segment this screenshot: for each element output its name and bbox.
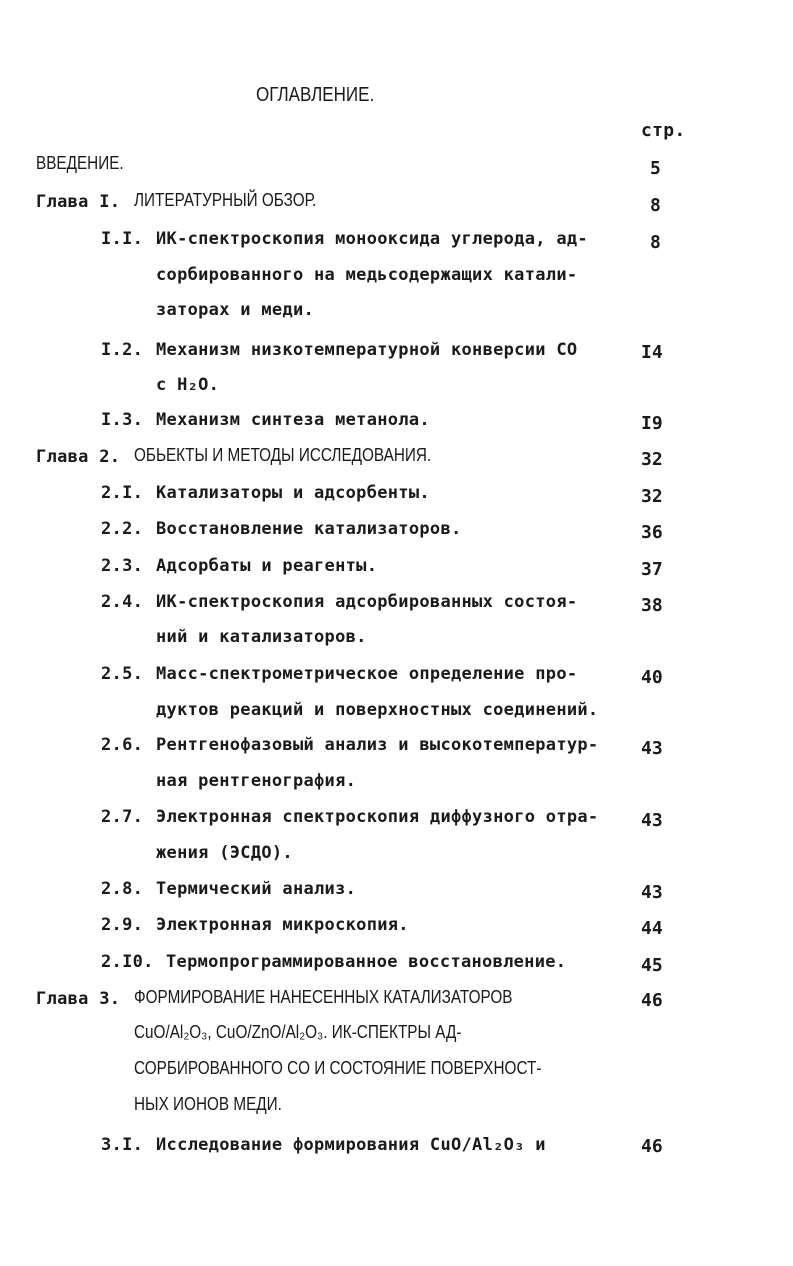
toc-page-number: 37 bbox=[641, 559, 663, 580]
section-number: 2.5. bbox=[101, 664, 144, 684]
section-title-line: ИК-спектроскопия монооксида углерода, ад- bbox=[156, 229, 588, 249]
chapter-number: Глава 2. bbox=[36, 447, 121, 467]
section-title: Восстановление катализаторов. bbox=[156, 519, 462, 539]
section-title-line: Масс-спектрометрическое определение про- bbox=[156, 664, 578, 684]
toc-page-number: 36 bbox=[641, 522, 663, 543]
section-title: Механизм синтеза метанола. bbox=[156, 410, 430, 430]
section-title: Исследование формирования CuO/Al₂O₃ и bbox=[156, 1135, 546, 1155]
section-title-line: ИК-спектроскопия адсорбированных состоя- bbox=[156, 592, 578, 612]
chapter-title-line: ФОРМИРОВАНИЕ НАНЕСЕННЫХ КАТАЛИЗАТОРОВ bbox=[134, 987, 513, 1007]
toc-page-number: 32 bbox=[641, 486, 663, 507]
section-number: I.2. bbox=[101, 340, 144, 360]
pages-column-header: стр. bbox=[641, 120, 686, 141]
section-number: 2.3. bbox=[101, 556, 144, 576]
toc-page-number: 40 bbox=[641, 667, 663, 688]
toc-title: ОГЛАВЛЕНИЕ. bbox=[256, 84, 375, 106]
section-title-line: ная рентгенография. bbox=[156, 771, 357, 791]
section-number: 2.8. bbox=[101, 879, 144, 899]
section-number: 3.I. bbox=[101, 1135, 144, 1155]
section-title: Термический анализ. bbox=[156, 879, 357, 899]
chapter-title: ЛИТЕРАТУРНЫЙ ОБЗОР. bbox=[134, 190, 317, 210]
toc-page-number: 45 bbox=[641, 955, 663, 976]
section-number: 2.4. bbox=[101, 592, 144, 612]
section-number: 2.I. bbox=[101, 483, 144, 503]
chapter-number: Глава I. bbox=[36, 192, 121, 212]
toc-page-number: I9 bbox=[641, 413, 663, 434]
toc-page-number: 32 bbox=[641, 449, 663, 470]
section-title-line: дуктов реакций и поверхностных соединений. bbox=[156, 700, 599, 720]
section-number: I.3. bbox=[101, 410, 144, 430]
section-title: Термопрограммированное восстановление. bbox=[166, 952, 567, 972]
section-title-line: заторах и меди. bbox=[156, 300, 315, 320]
section-number: 2.6. bbox=[101, 735, 144, 755]
section-title-line: ний и катализаторов. bbox=[156, 627, 367, 647]
chapter-title-line: НЫХ ИОНОВ МЕДИ. bbox=[134, 1094, 282, 1114]
section-number: I.I. bbox=[101, 229, 144, 249]
toc-page-number: 43 bbox=[641, 810, 663, 831]
section-number: 2.2. bbox=[101, 519, 144, 539]
chapter-title: ОБЬЕКТЫ И МЕТОДЫ ИССЛЕДОВАНИЯ. bbox=[134, 445, 432, 465]
toc-page-number: 5 bbox=[650, 158, 661, 179]
toc-page-number: 43 bbox=[641, 882, 663, 903]
chapter-number: Глава 3. bbox=[36, 989, 121, 1009]
section-number: 2.9. bbox=[101, 915, 144, 935]
section-title-line: с H₂O. bbox=[156, 375, 220, 395]
section-title-line: Механизм низкотемпературной конверсии CO bbox=[156, 340, 578, 360]
chapter-title-line: СОРБИРОВАННОГО CO И СОСТОЯНИЕ ПОВЕРХНОСТ- bbox=[134, 1058, 542, 1078]
toc-page-number: 44 bbox=[641, 918, 663, 939]
section-title-line: Электронная спектроскопия диффузного отра- bbox=[156, 807, 599, 827]
section-number: 2.7. bbox=[101, 807, 144, 827]
chapter-title-line: CuO/Al₂O₃, CuO/ZnO/Al₂O₃. ИК-СПЕКТРЫ АД- bbox=[134, 1022, 462, 1042]
toc-page-number: I4 bbox=[641, 342, 663, 363]
section-title: Адсорбаты и реагенты. bbox=[156, 556, 378, 576]
section-title: Электронная микроскопия. bbox=[156, 915, 409, 935]
toc-page-number: 38 bbox=[641, 595, 663, 616]
toc-page-number: 46 bbox=[641, 990, 663, 1011]
toc-page-number: 43 bbox=[641, 738, 663, 759]
toc-entry-introduction: ВВЕДЕНИЕ. bbox=[36, 153, 124, 173]
section-title-line: Рентгенофазовый анализ и высокотемператур- bbox=[156, 735, 599, 755]
toc-page-number: 46 bbox=[641, 1136, 663, 1157]
section-number: 2.I0. bbox=[101, 952, 154, 972]
section-title: Катализаторы и адсорбенты. bbox=[156, 483, 430, 503]
section-title-line: жения (ЭСДО). bbox=[156, 843, 293, 863]
toc-page-number: 8 bbox=[650, 195, 661, 216]
toc-page-number: 8 bbox=[650, 232, 661, 253]
section-title-line: сорбированного на медьсодержащих катали- bbox=[156, 265, 578, 285]
